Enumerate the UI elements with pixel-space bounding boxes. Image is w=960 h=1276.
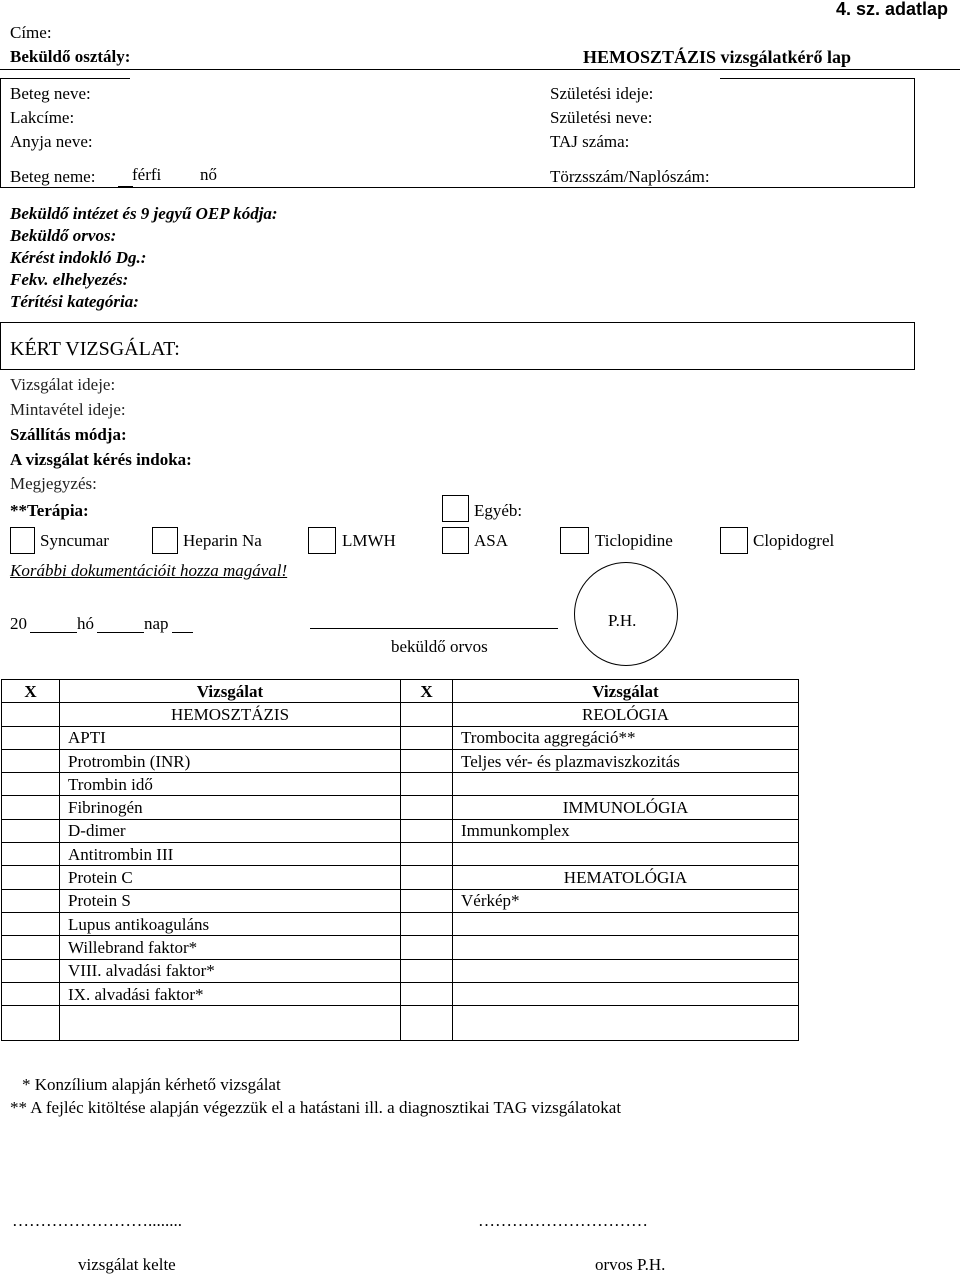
x-cell[interactable] [2,819,60,842]
clopidogrel-checkbox[interactable] [720,527,748,554]
x-cell[interactable] [401,819,453,842]
footnote-tag: ** A fejléc kitöltése alapján végezzük el a hatástani ill. a diagnosztikai TAG vizsgálatokat [10,1098,622,1117]
sex-male-option[interactable]: férfi [132,165,162,184]
month-label: hó [77,614,94,633]
sampling-time-label: Mintavétel ideje: [10,400,126,419]
test-thrombin-time: Trombin idő [60,773,401,796]
x-cell[interactable] [401,959,453,982]
request-box-right [914,322,915,369]
address-label: Címe: [10,23,52,42]
notes-label: Megjegyzés: [10,474,97,493]
x-cell[interactable] [401,726,453,749]
test-protein-s: Protein S [60,889,401,912]
year-line[interactable] [30,632,77,633]
sender-dept-label: Beküldő osztály: [10,47,131,66]
tests-table [1,679,799,1041]
requested-exam-heading: KÉRT VIZSGÁLAT: [10,338,180,360]
patient-box-top-right [720,78,915,79]
x-cell[interactable] [401,703,453,726]
x-cell[interactable] [401,843,453,866]
x-cell[interactable] [2,796,60,819]
lmwh-label: LMWH [342,531,396,550]
x-cell[interactable] [401,773,453,796]
hematology-section-title: HEMATOLÓGIA [453,866,799,889]
ticlopidine-checkbox[interactable] [560,527,589,554]
patient-box-bottom [0,187,915,188]
empty-cell [453,773,799,796]
x-cell[interactable] [2,866,60,889]
x-cell[interactable] [2,749,60,772]
payment-category-label: Térítési kategória: [10,292,139,311]
register-number-label: Törzsszám/Naplószám: [550,167,710,186]
sex-female-option[interactable]: nő [200,165,217,184]
test-fibrinogen: Fibrinogén [60,796,401,819]
test-apti: APTI [60,726,401,749]
placement-label: Fekv. elhelyezés: [10,270,129,289]
day-label: nap [144,614,169,633]
taj-label: TAJ száma: [550,132,630,151]
doctor-signature-line[interactable] [310,628,558,629]
doctor-stamp-caption: orvos P.H. [595,1255,666,1274]
asa-checkbox[interactable] [442,527,469,554]
empty-cell [60,1006,401,1041]
test-lupus: Lupus antikoaguláns [60,912,401,935]
x-header-left: X [2,680,60,703]
sex-line [118,186,133,187]
rheology-section-title: REOLÓGIA [453,703,799,726]
patient-box-left [0,78,1,187]
page-title: HEMOSZTÁZIS vizsgálatkérő lap [583,47,852,67]
clopidogrel-label: Clopidogrel [753,531,835,550]
mother-name-label: Anyja neve: [10,132,93,151]
asa-label: ASA [474,531,509,550]
therapy-label: **Terápia: [10,501,89,520]
x-cell[interactable] [2,703,60,726]
test-prothrombin: Protrombin (INR) [60,749,401,772]
empty-cell [453,936,799,959]
test-factor-ix: IX. alvadási faktor* [60,982,401,1005]
hemostasis-section-title: HEMOSZTÁZIS [60,703,401,726]
x-cell[interactable] [2,1006,60,1041]
signature-dotted-line[interactable]: ………………………… [478,1211,648,1230]
x-cell[interactable] [2,936,60,959]
sender-institute-label: Beküldő intézet és 9 jegyű OEP kódja: [10,204,278,223]
x-cell[interactable] [401,982,453,1005]
request-box-bottom [0,369,915,370]
x-cell[interactable] [2,959,60,982]
syncumar-checkbox[interactable] [10,527,35,554]
day-line[interactable] [172,632,193,633]
header-divider [0,69,960,70]
heparin-label: Heparin Na [183,531,262,550]
empty-cell [453,982,799,1005]
x-cell[interactable] [2,773,60,796]
empty-cell [453,1006,799,1041]
test-d-dimer: D-dimer [60,819,401,842]
x-cell[interactable] [2,843,60,866]
ticlopidine-label: Ticlopidine [595,531,673,550]
empty-cell [453,843,799,866]
request-box-top [0,322,915,323]
heparin-checkbox[interactable] [152,527,178,554]
x-header-right: X [401,680,453,703]
reason-label: A vizsgálat kérés indoka: [10,450,192,469]
sending-doctor-caption: beküldő orvos [391,637,488,656]
x-cell[interactable] [401,889,453,912]
birth-date-label: Születési ideje: [550,84,654,103]
test-willebrand: Willebrand faktor* [60,936,401,959]
month-line[interactable] [97,632,144,633]
form-number: 4. sz. adatlap [836,0,949,19]
test-viscosity: Teljes vér- és plazmaviszkozitás [453,749,799,772]
previous-docs-note: Korábbi dokumentációit hozza magával! [10,561,288,580]
test-thrombocyte-aggregation: Trombocita aggregáció** [453,726,799,749]
transport-label: Szállítás módja: [10,425,127,444]
exam-time-label: Vizsgálat ideje: [10,375,116,394]
test-antithrombin: Antitrombin III [60,843,401,866]
lmwh-checkbox[interactable] [308,527,336,554]
patient-box-top-left [0,78,130,79]
patient-name-label: Beteg neve: [10,84,91,103]
syncumar-label: Syncumar [40,531,109,550]
sender-doctor-label: Beküldő orvos: [10,226,117,245]
test-header-left: Vizsgálat [60,680,401,703]
test-header-right: Vizsgálat [453,680,799,703]
request-box-left [0,322,1,369]
patient-sex-label: Beteg neme: [10,167,96,186]
x-cell[interactable] [401,749,453,772]
empty-cell [453,959,799,982]
other-label: Egyéb: [474,501,523,520]
x-cell[interactable] [2,726,60,749]
footnote-consultation: * Konzílium alapján kérhető vizsgálat [22,1075,281,1094]
empty-cell [453,912,799,935]
x-cell[interactable] [2,982,60,1005]
test-factor-viii: VIII. alvadási faktor* [60,959,401,982]
x-cell[interactable] [401,936,453,959]
year-prefix: 20 [10,614,27,633]
patient-box-right [914,78,915,187]
test-blood-count: Vérkép* [453,889,799,912]
immunology-section-title: IMMUNOLÓGIA [453,796,799,819]
x-cell[interactable] [2,889,60,912]
test-protein-c: Protein C [60,866,401,889]
stamp-text: P.H. [608,611,637,630]
x-cell[interactable] [401,912,453,935]
x-cell[interactable] [2,912,60,935]
exam-date-caption: vizsgálat kelte [78,1255,176,1274]
test-immune-complex: Immunkomplex [453,819,799,842]
patient-address-label: Lakcíme: [10,108,75,127]
other-checkbox[interactable] [442,495,469,522]
birth-name-label: Születési neve: [550,108,653,127]
date-dotted-line[interactable]: ……………………........ [12,1211,182,1230]
x-cell[interactable] [401,866,453,889]
x-cell[interactable] [401,796,453,819]
diagnosis-label: Kérést indokló Dg.: [10,248,147,267]
x-cell[interactable] [401,1006,453,1041]
